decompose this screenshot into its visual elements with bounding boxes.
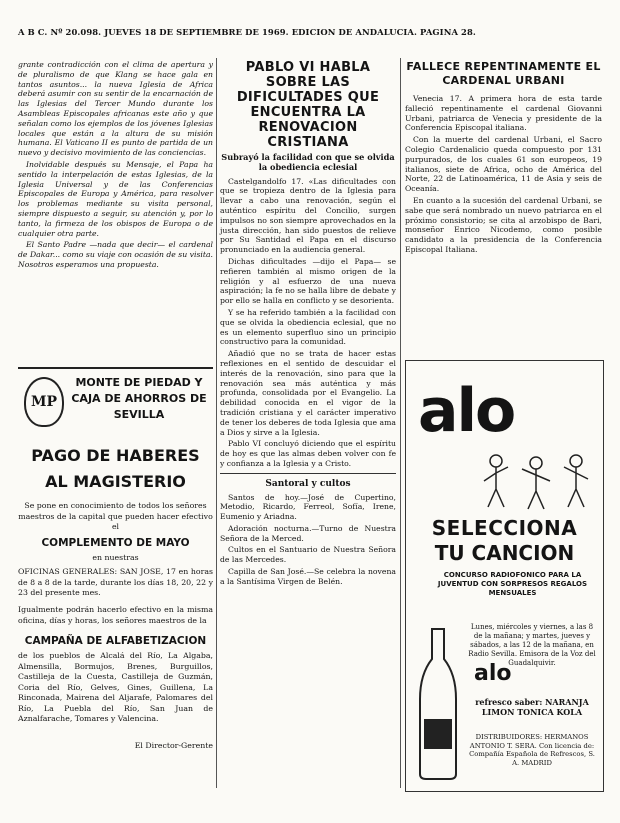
ad-headline: PAGO DE HABERES AL MAGISTERIO (31, 446, 200, 491)
article-subhead: Subrayó la facilidad con que se olvida la obediencia eclesial (221, 152, 395, 172)
page-header: A B C. Nº 20.098. JUEVES 18 DE SEPTIEMBRE DE 1969. EDICION DE ANDALUCIA. PAGINA 28. (18, 27, 476, 37)
article-continuation (18, 60, 213, 360)
obituary-headline: FALLECE REPENTINAMENTE EL CARDENAL URBANI (406, 60, 601, 87)
ad-cobro: Igualmente podrán hacerlo efectivo en la misma oficina, días y horas, los señores maestros de la (18, 605, 213, 625)
main-article (220, 60, 396, 805)
santoral-item: Capilla de San José.—Se celebra la novena a la Santísima Virgen de Belén. (220, 567, 396, 586)
obituary-article (405, 60, 602, 350)
bank-seal-icon: MP (24, 377, 64, 427)
alo-distributors: DISTRIBUIDORES: HERMANOS ANTONIO T. SERA. Con licencia de: Compañía Española de Refrescos, S. A. MADRID (469, 733, 595, 767)
bottle-icon (416, 629, 460, 779)
paragraph: Añadió que no se trata de hacer estas reflexiones en el sentido de descuidar el interés de la renovación, sino para que la renovación sea más auténtica y más profunda, consolidada por el Evangelio. La debilidad conocida en el vigor de la tradición cristiana y el carácter imperativo de tener los deberes de toda Iglesia que ama a Dios y sirve a la Iglesia. (220, 349, 396, 437)
paragraph: El Santo Padre —nada que decir— el cardenal de Dakar... como su viaje con ocasión de su visita. Nosotros esperamos una propuesta. (18, 240, 213, 269)
alo-selecciona: SELECCIONA (431, 516, 578, 540)
paragraph: Venecia 17. A primera hora de esta tarde falleció repentinamente el cardenal Giovanni Urbani, patriarca de Venecia y presidente de la Conferencia Episcopal italiana. (405, 94, 602, 133)
santoral-item: Cultos en el Santuario de Nuestra Señora de las Mercedes. (220, 545, 396, 565)
paragraph: En cuanto a la sucesión del cardenal Urbani, se sabe que será nombrado un nuevo patriarca en el próximo consistorio; se cita al arzobispo de Bari, monseñor Enrico Nicodemo, como posible candidato a la presidencia de la Conferencia Episcopal Italiana. (405, 195, 602, 254)
bank-name: MONTE DE PIEDAD Y CAJA DE AHORROS DE SEVILLA (71, 376, 207, 421)
alo-flavours: refresco saber: NARANJA LIMON TONICA KOLA (475, 697, 589, 717)
ad-signoff: El Director-Gerente (134, 741, 213, 750)
paragraph: Con la muerte del cardenal Urbani, el Sacro Colegio Cardenalicio queda compuesto por 131 purpurados, de los cuales 61 son europeos, 19 italianos, siete de Africa, ocho de América del Norte, 22 de Latinoamérica, 11 de Asia y seis de Oceanía. (405, 135, 602, 194)
bank-advertisement (18, 367, 213, 775)
paragraph: Castelgandolfo 17. «Las dificultades con que se tropieza dentro de la Iglesia para llevar a cabo una renovación, según el auténtico espíritu del Concilio, surgen impulsos no son siempre aprovechados en la justa dirección, han sido puestos de relieve por Su Santidad el Papa en el discurso pronunciado en la audiencia general. (220, 176, 396, 255)
paragraph: Y se ha referido también a la facilidad con que se olvida la obediencia eclesial, que no es un elemento superfluo sino un principio constructivo para la comunidad. (220, 307, 396, 347)
paragraph: Dichas dificultades —dijo el Papa— se refieren también al mismo origen de la religión y al esfuerzo de una nueva aspiración; la fe no se halla libre de debate y por ello se halla en conflicto y se desorienta. (220, 256, 396, 306)
divider (220, 473, 396, 474)
santoral-item: Adoración nocturna.—Turno de Nuestra Señora de la Merced. (220, 523, 396, 543)
alo-body: Lunes, miércoles y viernes, a las 8 de la mañana; y martes, jueves y sábados, a las 12 de la mañana, en Radio Sevilla. Emisora de la Voz del Guadalquivir. (468, 623, 596, 667)
column-rule-2 (400, 58, 401, 788)
alo-tu-cancion: TU CANCION (434, 541, 575, 565)
paragraph: Inolvidable después su Mensaje, el Papa ha sentido la interpelación de estas Iglesias, de la Iglesia Universal y de las Conferencias Episcopales de Europa y América, para resolver los problemas mediante su visita personal, siempre dispuesto a seguir, su atención y, por lo tanto, la firmeza de los obispos de Europa o de cualquier otra parte. (18, 159, 213, 238)
alo-advertisement (405, 360, 604, 792)
column-rule-1 (216, 58, 217, 788)
paragraph: Pablo VI concluyó diciendo que el espíritu de hoy es que las almas deben volver con fe y confianza a la Iglesia y a Cristo. (220, 439, 396, 468)
ad-campana: CAMPAÑA DE ALFABETIZACION (24, 635, 207, 647)
ad-intro: Se pone en conocimiento de todos los señores maestros de la capital que pueden hacer efectivo el (18, 501, 213, 531)
santoral-heading: Santoral y cultos (265, 478, 351, 489)
ad-en-nuestras: en nuestras (92, 553, 139, 562)
paragraph: grante contradicción con el clima de apertura y de pluralismo de que Klang se hace gala en tantos asuntos... la nueva Iglesia de Africa deberá asumir con su sentir de la encarnación de las Iglesias del Tercer Mundo durante los Asambleas Episcopales africanas este año y que señalan como los ejemplos de los jóvenes Iglesias locales que están a la altura de su misión humana. El Vaticano II es punto de partida de un nuevo y decisivo movimiento de las conciencias. (18, 60, 213, 158)
alo-concurso: CONCURSO RADIOFONICO PARA LA JUVENTUD CON SORPRESOS REGALOS MENSUALES (437, 571, 588, 597)
article-headline: PABLO VI HABLA SOBRE LAS DIFICULTADES QUE ENCUENTRA LA RENOVACION CRISTIANA (236, 60, 380, 150)
alo-logo: alo (418, 376, 515, 446)
ad-complemento: COMPLEMENTO DE MAYO (41, 537, 190, 549)
dancers-illustration (476, 451, 596, 511)
santoral-item: Santos de hoy.—José de Cupertino, Metodio, Ricardo, Ferreol, Sofía, Irene, Eumenio y Ariadna. (220, 492, 396, 522)
ad-pueblos: de los pueblos de Alcalá del Río, La Algaba, Almensilla, Bormujos, Brenes, Burguillos, Castilleja de la Cuesta, Castilleja de Guzmán, Coria del Río, Gelves, Gines, Guillena, La Rinconada, Mairena del Aljarafe, Palomares del Río, La Puebla del Río, San Juan de Aznalfarache, Tomares y Valencina. (18, 651, 213, 723)
ad-oficinas: OFICINAS GENERALES: SAN JOSE, 17 en horas de 8 a 8 de la tarde, durante los días 18, 20, 22 y 23 del presente mes. (18, 567, 213, 597)
alo-logo-small: alo (474, 661, 512, 686)
